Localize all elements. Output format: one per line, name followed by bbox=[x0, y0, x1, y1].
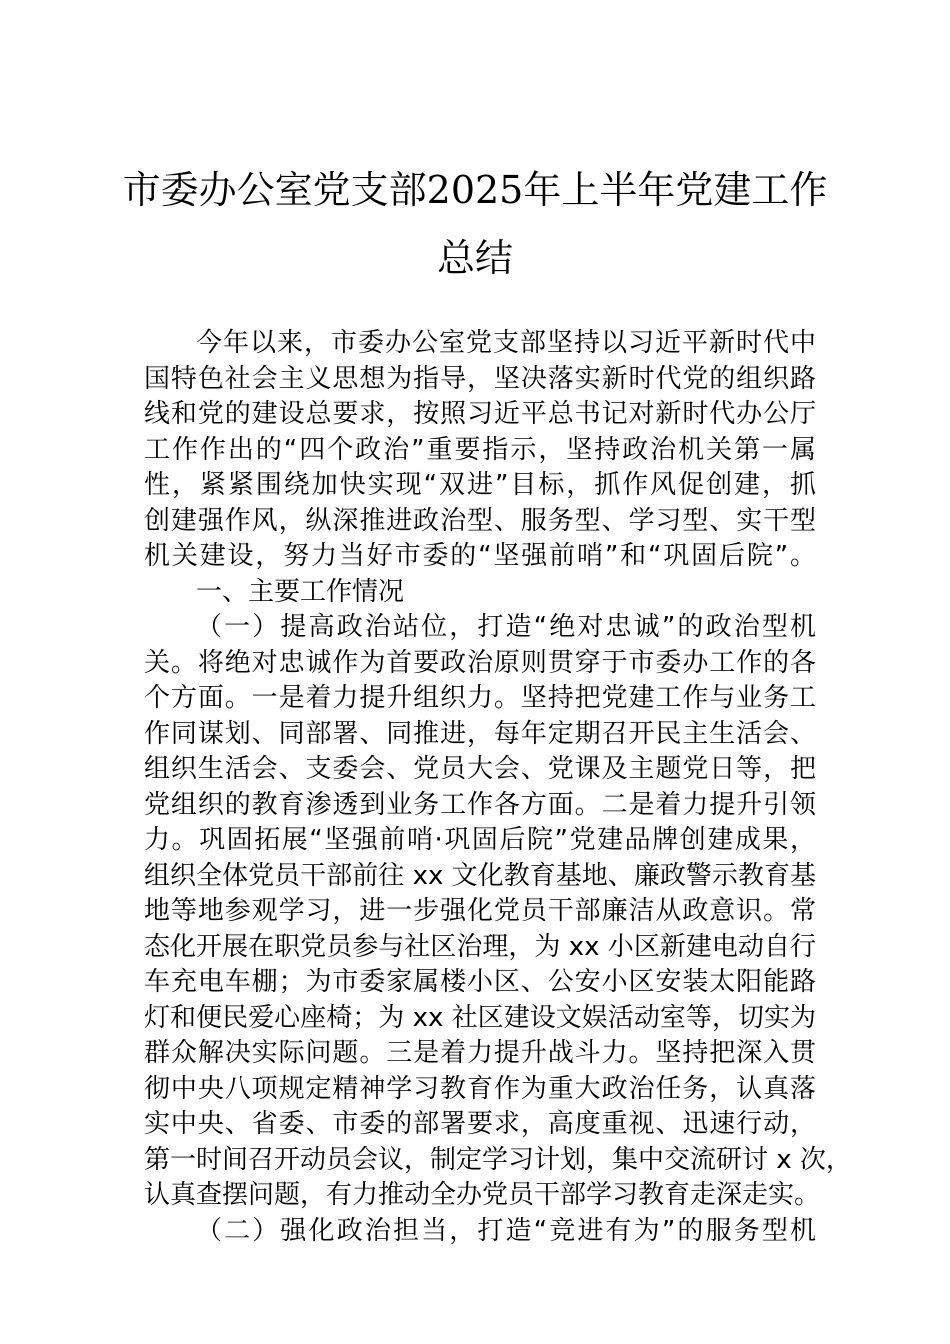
section-heading: 一、主要工作情况 bbox=[196, 576, 405, 607]
subsection-heading-line: （二）强化政治担当，打造“竞进有为”的服务型机 bbox=[196, 1215, 816, 1246]
paragraph-line: 群众解决实际问题。三是着力提升战斗力。坚持把深入贯 bbox=[144, 1038, 816, 1068]
paragraph-line: 创建强作风，纵深推进政治型、服务型、学习型、实干型 bbox=[144, 505, 816, 536]
paragraph-line: 态化开展在职党员参与社区治理，为 xx 小区新建电动自行 bbox=[144, 931, 816, 962]
subsection-heading-line: （一）提高政治站位，打造“绝对忠诚”的政治型机 bbox=[196, 612, 816, 642]
paragraph-line: 国特色社会主义思想为指导，坚决落实新时代党的组织路 bbox=[144, 363, 816, 394]
paragraph-line: 力。巩固拓展“坚强前哨·巩固后院”党建品牌创建成果， bbox=[144, 825, 816, 855]
paragraph-line: 个方面。一是着力提升组织力。坚持把党建工作与业务工 bbox=[144, 683, 816, 713]
paragraph-line: 车充电车棚；为市委家属楼小区、公安小区安装太阳能路 bbox=[144, 967, 816, 997]
paragraph-line: 灯和便民爱心座椅；为 xx 社区建设文娱活动室等，切实为 bbox=[144, 1002, 816, 1033]
paragraph-line: 认真查摆问题，有力推动全办党员干部学习教育走深走实。 bbox=[144, 1180, 821, 1210]
paragraph-line: 作同谋划、同部署、同推进，每年定期召开民主生活会、 bbox=[144, 718, 816, 749]
document-title-line-1: 市委办公室党支部2025年上半年党建工作 bbox=[122, 168, 828, 212]
paragraph-line: 今年以来，市委办公室党支部坚持以习近平新时代中 bbox=[196, 328, 816, 358]
paragraph-line: 地等地参观学习，进一步强化党员干部廉洁从政意识。常 bbox=[144, 896, 816, 926]
paragraph-line: 工作作出的“四个政治”重要指示，坚持政治机关第一属 bbox=[144, 434, 816, 465]
document-body bbox=[144, 326, 852, 1249]
paragraph-line: 机关建设，努力当好市委的“坚强前哨”和“巩固后院”。 bbox=[144, 541, 816, 571]
paragraph-line: 关。将绝对忠诚作为首要政治原则贯穿于市委办工作的各 bbox=[144, 647, 816, 678]
paragraph-line: 性，紧紧围绕加快实现“双进”目标，抓作风促创建，抓 bbox=[144, 470, 816, 500]
paragraph-line: 线和党的建设总要求，按照习近平总书记对新时代办公厅 bbox=[144, 399, 816, 429]
paragraph-line: 组织全体党员干部前往 xx 文化教育基地、廉政警示教育基 bbox=[144, 860, 816, 891]
paragraph-line: 组织生活会、支委会、党员大会、党课及主题党日等，把 bbox=[144, 754, 816, 784]
paragraph-line: 第一时间召开动员会议，制定学习计划，集中交流研讨 x 次， bbox=[144, 1144, 852, 1175]
document-title-line-2: 总结 bbox=[436, 236, 513, 280]
paragraph-line: 实中央、省委、市委的部署要求，高度重视、迅速行动， bbox=[144, 1109, 816, 1139]
paragraph-line: 党组织的教育渗透到业务工作各方面。二是着力提升引领 bbox=[144, 789, 816, 820]
paragraph-line: 彻中央八项规定精神学习教育作为重大政治任务，认真落 bbox=[144, 1073, 816, 1104]
